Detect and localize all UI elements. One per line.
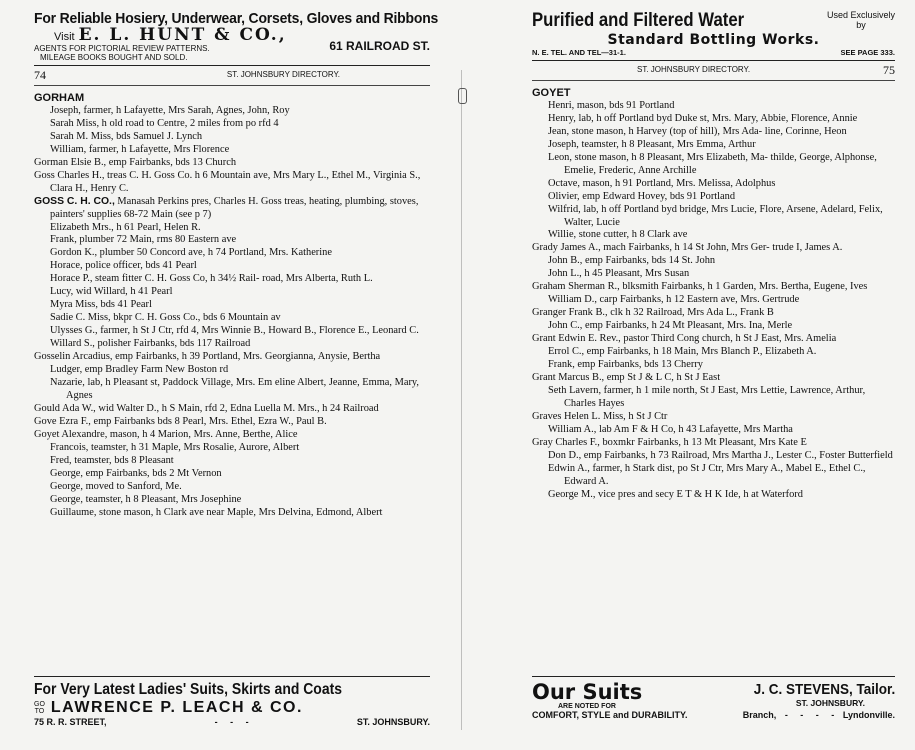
entry-text: Henri, mason, bds 91 Portland [548,99,675,111]
entry-text: Grant Marcus B., emp St J & L C, h St J East [532,371,721,383]
entry-text: Nazarie, lab, h Pleasant st, Paddock Village, Mrs. Em [50,376,273,388]
entry-continuation: Roy [272,104,290,116]
entry-text: Horace P., steam fitter C. H. Goss Co, h 34½ Rail- [50,273,260,285]
used-by-line: by [856,20,866,30]
entry-text: John B., emp Fairbanks, bds 14 St. John [548,255,716,267]
entry-continuation: Georgianna, Anysie, Bertha [264,351,381,363]
entry-text: Gould Ada W., wid Walter D., h S Main, rfd 2, Edna [34,402,252,414]
top-advertisement [532,10,895,57]
used-exclusively-line: Used Exclusively [826,10,895,20]
leach-dashes: - - - [214,717,249,727]
directory-entry [34,481,430,494]
directory-entry [532,191,895,204]
directory-entry [532,346,895,359]
entry-continuation: Kate E [778,436,807,448]
ad-headline: For Reliable Hosiery, Underwear, Corsets, Gloves and Ribbons [34,10,439,27]
surname-heading: GORHAM [34,92,85,104]
entry-continuation: East, Mrs. Amelia [761,333,837,345]
entry-continuation: Albert [272,441,300,453]
our-suits-title: Our Suits [532,680,643,704]
entry-text: Elizabeth Mrs., h 61 Pearl, Helen R. [50,221,201,233]
entry-continuation: Delvina, Edmond, Albert [277,506,383,518]
directory-entry [532,450,895,463]
entry-text: Don D., emp Fairbanks, h 73 Railroad, Mrs Martha [548,449,762,461]
leach-store-name: LAWRENCE P. LEACH & CO. [50,699,303,716]
entry-text: William D., carp Fairbanks, h 12 Eastern ave, Mrs. [548,294,760,306]
directory-entry [532,489,895,502]
directory-entry [532,229,895,242]
entry-text: Gorman Elsie B., emp Fairbanks, bds 13 Church [34,156,237,168]
directory-entry [532,307,895,320]
entry-continuation: A., Mabel E., Ethel C., Edward A. [564,462,866,487]
directory-entry [34,247,430,260]
ad-company-name: E. L. HUNT & CO., [78,25,287,45]
directory-entry [532,372,895,385]
entry-text: Sadie C. Miss, bkpr C. H. Goss Co., bds 6 Mountain av [50,312,281,324]
directory-entry [34,325,430,338]
entry-continuation: road, Mrs Alberta, Ruth L. [262,273,373,285]
directory-entry [34,222,430,235]
directory-entry [532,204,895,230]
comfort-style-durability: COMFORT, STYLE and DURABILITY. [532,710,688,720]
directory-entry [34,338,430,351]
entry-text: William A., lab Am F & H Co, h 43 Lafayette, Mrs [548,423,761,435]
entry-text: Gray Charles F., boxmkr Fairbanks, h 13 Mt Pleasant, Mrs [532,436,776,448]
entry-text: Seth Lavern, farmer, h 1 mile north, St J East, Mrs [548,384,758,396]
directory-entry [34,468,430,481]
page-number: 75 [883,63,895,77]
leach-store-row [34,699,430,717]
directory-entry [532,294,895,307]
water-headline: Purified and Filtered Water [532,10,745,31]
directory-entry [34,273,430,286]
directory-entry [34,260,430,273]
directory-entry [34,157,430,170]
entry-text: Wilfrid, lab, h off Portland byd bridge, Mrs Lucie, [548,203,757,215]
directory-entry [532,268,895,281]
entry-text: Henry, lab, h off Portland byd Duke st, Mrs. Mary, [548,112,759,124]
directory-entry [532,281,895,294]
entry-continuation: treas, heating, plumbing, stoves, painters' supplies 68-72 Main (see p 7) [50,195,419,220]
entry-text: GOSS C. H. CO., Manasah Perkins pres, Charles H. Goss [34,195,282,207]
directory-entry [532,359,895,372]
entry-text: Willie, stone cutter, h 8 Clark ave [548,229,688,241]
directory-entry [34,144,430,157]
directory-listing [532,87,895,502]
entry-text: Octave, mason, h 91 Portland, Mrs. Melissa, Adolphus [548,177,776,189]
bottom-advertisement [34,676,430,750]
directory-title: ST. JOHNSBURY DIRECTORY. [637,65,751,74]
directory-entry [532,463,895,489]
entry-text: Gosselin Arcadius, emp Fairbanks, h 39 Portland, Mrs. [34,351,263,363]
tailor-block [738,681,895,708]
entry-continuation: Waterford [761,488,803,500]
entry-text: Frank, plumber 72 Main, rms 80 Eastern ave [50,234,237,246]
entry-continuation: Lettie, Lawrence, Arthur, Charles Hayes [564,384,866,409]
entry-text: Francois, teamster, h 31 Maple, Mrs Rosalie, Aurore, [50,441,271,453]
water-ad-row [532,10,895,32]
entry-text: Fred, teamster, bds 8 Pleasant [50,454,174,466]
ad-small-line-1: AGENTS FOR PICTORIAL REVIEW PATTERNS. [34,44,210,53]
directory-entry [532,126,895,139]
directory-entry [34,442,430,455]
entry-continuation: Howard B., Florence E., Leonard C. [268,325,419,337]
page-header [34,65,430,83]
entry-continuation: Merle [767,320,793,332]
entry-text: Errol C., emp Fairbanks, h 18 Main, Mrs Blanch P., [548,346,763,358]
telephone-row [532,48,895,57]
directory-entry [532,255,895,268]
entry-text: George M., vice pres and secy E T & H K Ide, h at [548,488,759,500]
directory-entry [532,424,895,437]
directory-entry [34,105,430,118]
bottom-advertisement [532,676,895,750]
directory-entry [532,242,895,255]
entry-text: Horace, police officer, bds 41 Pearl [50,260,197,272]
branch-town: Lyndonville. [842,710,895,720]
entry-continuation: Elizabeth A. [765,346,817,358]
suits-row [532,681,895,710]
entry-text: George, emp Fairbanks, bds 2 Mt Vernon [50,467,222,479]
entry-text: John L., h 45 Pleasant, Mrs Susan [548,268,690,280]
entry-text: Gove Ezra F., emp Fairbanks bds 8 Pearl, Mrs. Ethel, Ezra [34,415,277,427]
bottling-works-name: Standard Bottling Works. [607,32,820,48]
entry-text: Graves Helen L. Miss, h St J Ctr [532,410,668,422]
directory-entry [34,299,430,312]
our-suits-block [532,681,642,710]
entry-continuation: trude I, James A. [772,242,843,254]
entry-continuation: Flore, Arsene, Adelard, Felix, Walter, Lucie [564,203,883,228]
leach-town: ST. JOHNSBURY. [356,717,430,727]
ad-visit-label: Visit [54,31,75,43]
directory-entry [34,494,430,507]
leach-headline: For Very Latest Ladies' Suits, Skirts and Coats [34,681,342,698]
entry-text: Gordon K., plumber 50 Concord ave, h 74 Portland, [50,247,267,259]
directory-entry [532,113,895,126]
entry-continuation: J., Lester C., Foster Butterfield [764,449,893,461]
right-page [462,0,915,750]
header-rule [34,85,430,86]
directory-entry [34,416,430,429]
entry-text: Joseph, teamster, h 8 Pleasant, Mrs Emma, Arthur [548,138,756,150]
entry-continuation: eline Albert, Jeanne, Emma, Mary, Agnes [66,376,420,401]
page-header [532,60,895,78]
directory-entry [34,286,430,299]
branch-block [743,710,895,720]
entry-text: Graham Sherman R., blksmith Fairbanks, h 1 Garden, Mrs. [532,281,779,293]
entry-text: Goss Charles H., treas C. H. Goss Co. h 6 Mountain ave, [34,169,271,181]
entry-continuation: Bertha, Eugene, Ives [780,281,868,293]
entry-text: Myra Miss, bds 41 Pearl [50,299,152,311]
directory-title: ST. JOHNSBURY DIRECTORY. [226,70,340,79]
directory-entry [532,100,895,113]
entry-text: George, moved to Sanford, Me. [50,480,182,492]
directory-entry [532,139,895,152]
directory-entry [34,234,430,247]
top-advertisement [34,10,439,62]
directory-entry [34,507,430,520]
leach-street: 75 R. R. STREET, [34,717,107,727]
directory-entry [34,377,430,403]
entry-text: Leon, stone mason, h 8 Pleasant, Mrs Elizabeth, Ma- [548,151,768,163]
entry-text: Goyet Alexandre, mason, h 4 Marion, Mrs. Anne, Berthe, [34,428,273,440]
directory-entry [532,411,895,424]
entry-text: Ulysses G., farmer, h St J Ctr, rfd 4, Mrs Winnie B., [50,325,266,337]
go-to-label [34,701,45,715]
directory-entry [532,333,895,346]
directory-entry [34,196,430,222]
entry-text: George, teamster, h 8 Pleasant, Mrs Josephine [50,493,242,505]
directory-entry [532,320,895,333]
directory-entry [532,178,895,191]
entry-continuation: Alice [274,428,298,440]
directory-entry [34,118,430,131]
entry-text: Sarah Miss, h old road to Centre, 2 miles from po rfd 4 [50,117,279,129]
entry-text: Joseph, farmer, h Lafayette, Mrs Sarah, Agnes, John, [50,104,270,116]
entry-continuation: Gertrude [762,294,800,306]
telephone-number: N. E. TEL. AND TEL—31-1. [532,48,626,57]
directory-entry [34,403,430,416]
directory-entry [34,455,430,468]
entry-text: Frank, emp Fairbanks, bds 13 Cherry [548,359,703,371]
entry-continuation: Abbie, Florence, Annie [760,112,858,124]
directory-entry [532,437,895,450]
entry-text: Edwin A., farmer, h Stark dist, po St J Ctr, Mrs Mary [548,462,769,474]
entry-continuation: Mrs. Katherine [269,247,332,259]
directory-entry [532,385,895,411]
entry-text: Granger Frank B., clk h 32 Railroad, Mrs Ada L., Frank B [532,307,774,319]
entry-continuation: Martha [762,423,793,435]
ad-company-row [34,27,430,62]
directory-entry [34,170,430,196]
go-word: GO [34,701,45,708]
entry-text: John C., emp Fairbanks, h 24 Mt Pleasant, Mrs. Ina, [548,320,765,332]
entry-text: William, farmer, h Lafayette, Mrs Florence [50,143,230,155]
directory-entry [34,429,430,442]
entry-continuation: thilde, George, Alphonse, Emelie, Frederic, Anne Archille [564,151,877,176]
ad-company-block [34,27,287,62]
branch-dashes: - - - - [784,710,835,720]
suits-bottom-row [532,710,895,720]
entry-continuation: Mrs Mary L., Ethel M., Virginia S., Clara H., Henry C. [50,169,421,194]
branch-label: Branch, [742,710,777,720]
to-word: TO [34,708,45,715]
see-page-ref: SEE PAGE 333. [840,48,895,57]
header-rule [532,80,895,81]
entry-text: Sarah M. Miss, bds Samuel J. Lynch [50,130,203,142]
directory-entry [34,364,430,377]
entry-text: Ludger, emp Bradley Farm New Boston rd [50,364,229,376]
directory-entry [34,351,430,364]
ad-small-line-2: MILEAGE BOOKS BOUGHT AND SOLD. [40,53,188,62]
surname-heading: GOYET [532,87,571,99]
directory-listing [34,92,430,519]
entry-text: Jean, stone mason, h Harvey (top of hill), Mrs Ada- [548,125,763,137]
noted-for: ARE NOTED FOR [558,703,616,710]
entry-text: Olivier, emp Edward Hovey, bds 91 Portland [548,190,736,202]
directory-entry [34,131,430,144]
entry-text: Lucy, wid Willard, h 41 Pearl [50,286,173,298]
entry-continuation: W., Paul B. [279,415,327,427]
ad-address: 61 RAILROAD ST. [329,39,430,53]
entry-continuation: Luella M. Mrs., h 24 Railroad [254,402,379,414]
leach-address-row [34,717,430,727]
entry-text: Grant Edwin E. Rev., pastor Third Cong church, h St J [532,333,759,345]
entry-text: Grady James A., mach Fairbanks, h 14 St John, Mrs Ger- [532,242,770,254]
entry-continuation: line, Corinne, Heon [764,125,847,137]
page-number: 74 [34,68,46,82]
used-exclusively [827,10,895,30]
tailor-name: J. C. STEVENS, Tailor. [753,681,895,698]
entry-text: Guillaume, stone mason, h Clark ave near Maple, Mrs [50,506,276,518]
entry-text: Willard S., polisher Fairbanks, bds 117 Railroad [50,338,251,350]
directory-entry [532,152,895,178]
directory-entry [34,312,430,325]
tailor-town: ST. JOHNSBURY. [795,698,865,708]
